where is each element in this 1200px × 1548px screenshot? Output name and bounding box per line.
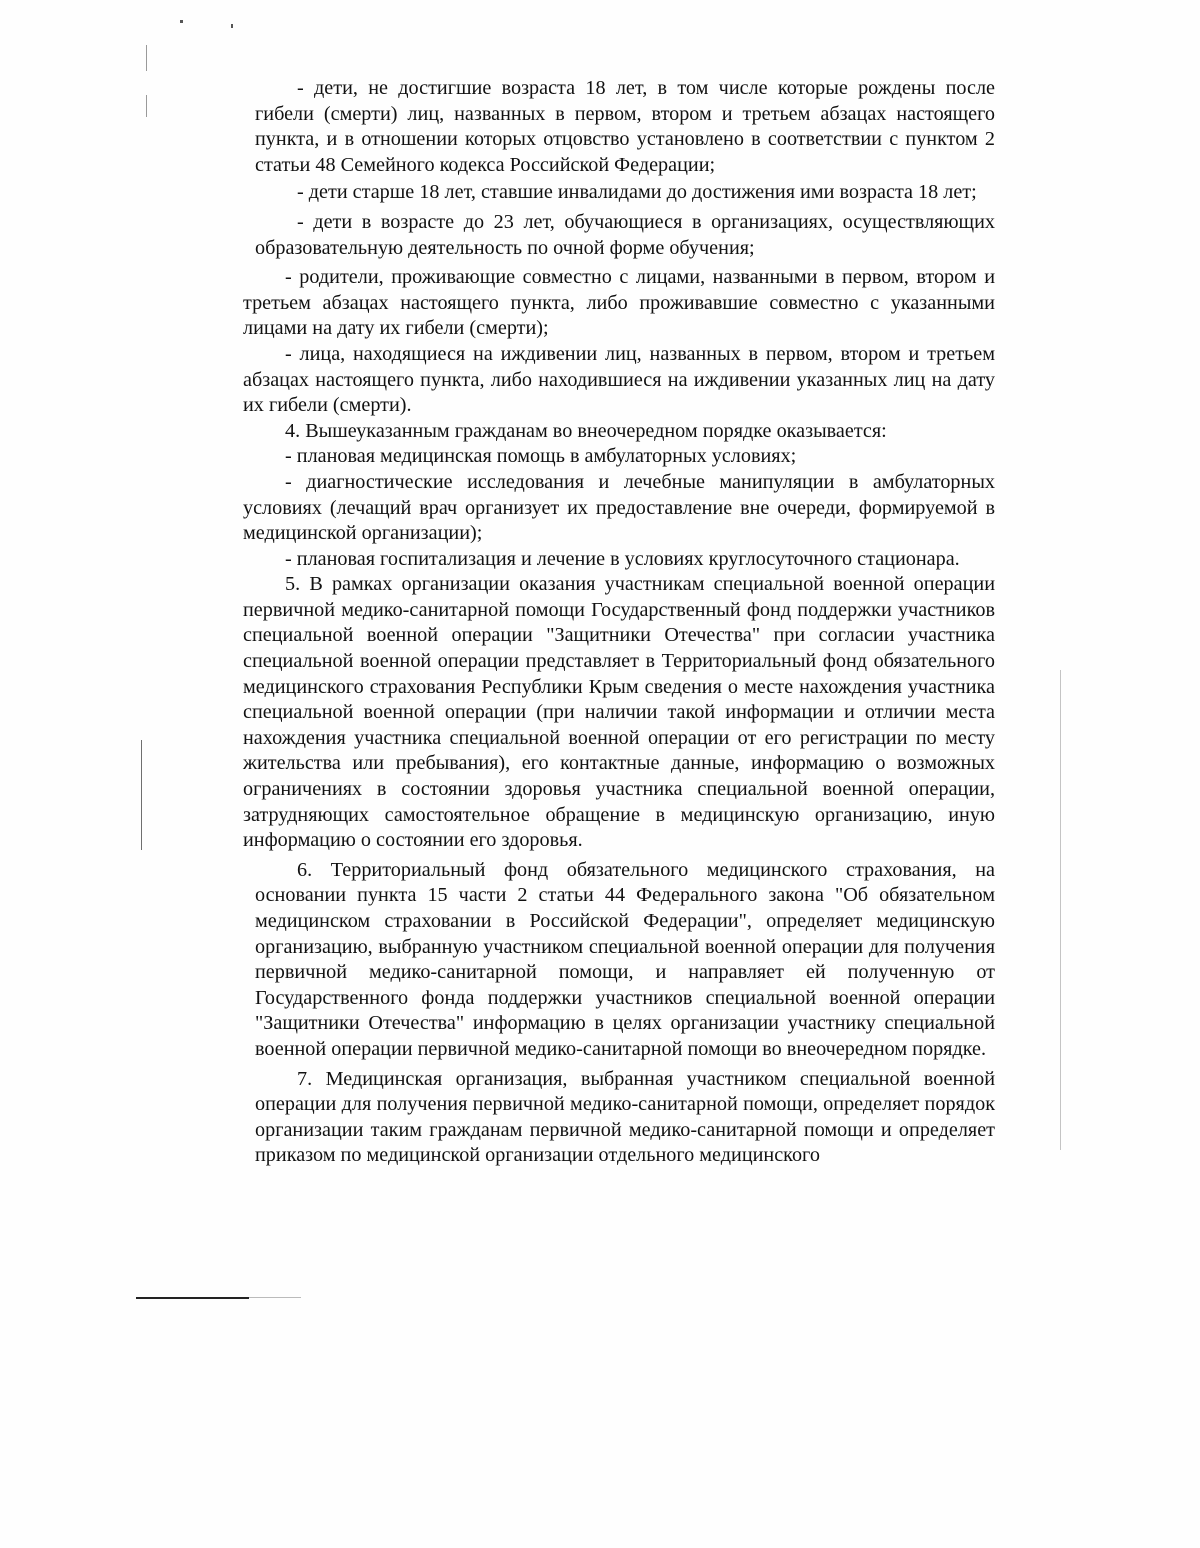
paragraph: - родители, проживающие совместно с лицами, названными в первом, втором и третьем абзацах настоящего пункта, либо проживавшие совместно с указанными лицами на дату их гибели (смерти); (243, 266, 995, 340)
scan-edge-line (141, 740, 142, 850)
paragraph: - дети, не достигшие возраста 18 лет, в том числе которые рождены после гибели (смерти) лиц, названных в первом, втором и третьем абзацах настоящего пункта, и в отношении которых отцовство установлено в соответствии с пунктом 2 статьи 48 Семейного кодекса Российской Федерации; (255, 77, 995, 176)
document-body (243, 76, 995, 1169)
paragraph: 5. В рамках организации оказания участникам специальной военной операции первичной медико-санитарной помощи Государственный фонд поддержки участников специальной военной операции "Защитники Отечества" при согласии участника специальной военной операции представляет в Территориальный фонд обязательного медицинского страхования Республики Крым сведения о месте нахождения участника специальной военной операции (при наличии такой информации и отличии места нахождения участника специальной военной операции от его регистрации по месту жительства или пребывания), его контактные данные, информацию о возможных ограничениях в состоянии здоровья участника специальной военной операции, затрудняющих самостоятельное обращение в медицинскую организацию, иную информацию о состоянии его здоровья. (243, 573, 995, 852)
paragraph: - диагностические исследования и лечебные манипуляции в амбулаторных условиях (лечащий врач организует их предоставление вне очереди, формируемой в медицинской организации); (243, 470, 995, 545)
paragraph: - дети в возрасте до 23 лет, обучающиеся в организациях, осуществляющих образовательную деятельность по очной форме обучения; (255, 210, 995, 259)
scan-dot (231, 24, 233, 28)
scan-edge-line (146, 95, 147, 117)
paragraph: 7. Медицинская организация, выбранная участником специальной военной операции для получения первичной медико-санитарной помощи, определяет порядок организации таким гражданам первичной медико-санитарной помощи и определяет приказом по медицинской организации отдельного медицинского (255, 1067, 995, 1167)
paragraph: 6. Территориальный фонд обязательного медицинского страхования, на основании пункта 15 части 2 статьи 44 Федерального закона "Об обязательном медицинском страховании в Российской Федерации", определяет медицинскую организацию, выбранную участником специальной военной операции для получения первичной медико-санитарной помощи, и направляет ей полученную от Государственного фонда поддержки участников специальной военной операции "Защитники Отечества" информацию в целях организации участнику специальной военной операции первичной медико-санитарной помощи во внеочередном порядке. (255, 858, 995, 1060)
paragraph: - лица, находящиеся на иждивении лиц, названных в первом, втором и третьем абзацах настоящего пункта, либо находившиеся на иждивении указанных лиц на дату их гибели (смерти). (243, 342, 995, 417)
footnote-rule (136, 1297, 249, 1299)
scan-edge-line (146, 45, 147, 71)
paragraph: 4. Вышеуказанным гражданам во внеочередном порядке оказывается: (285, 419, 887, 442)
paragraph: - дети старше 18 лет, ставшие инвалидами до достижения ими возраста 18 лет; (297, 181, 977, 204)
paragraph: - плановая госпитализация и лечение в условиях круглосуточного стационара. (285, 547, 960, 570)
scan-edge-line (1060, 670, 1061, 1150)
footnote-rule-faint (249, 1297, 301, 1298)
paragraph: - плановая медицинская помощь в амбулаторных условиях; (285, 445, 797, 468)
scan-dot (180, 20, 183, 23)
